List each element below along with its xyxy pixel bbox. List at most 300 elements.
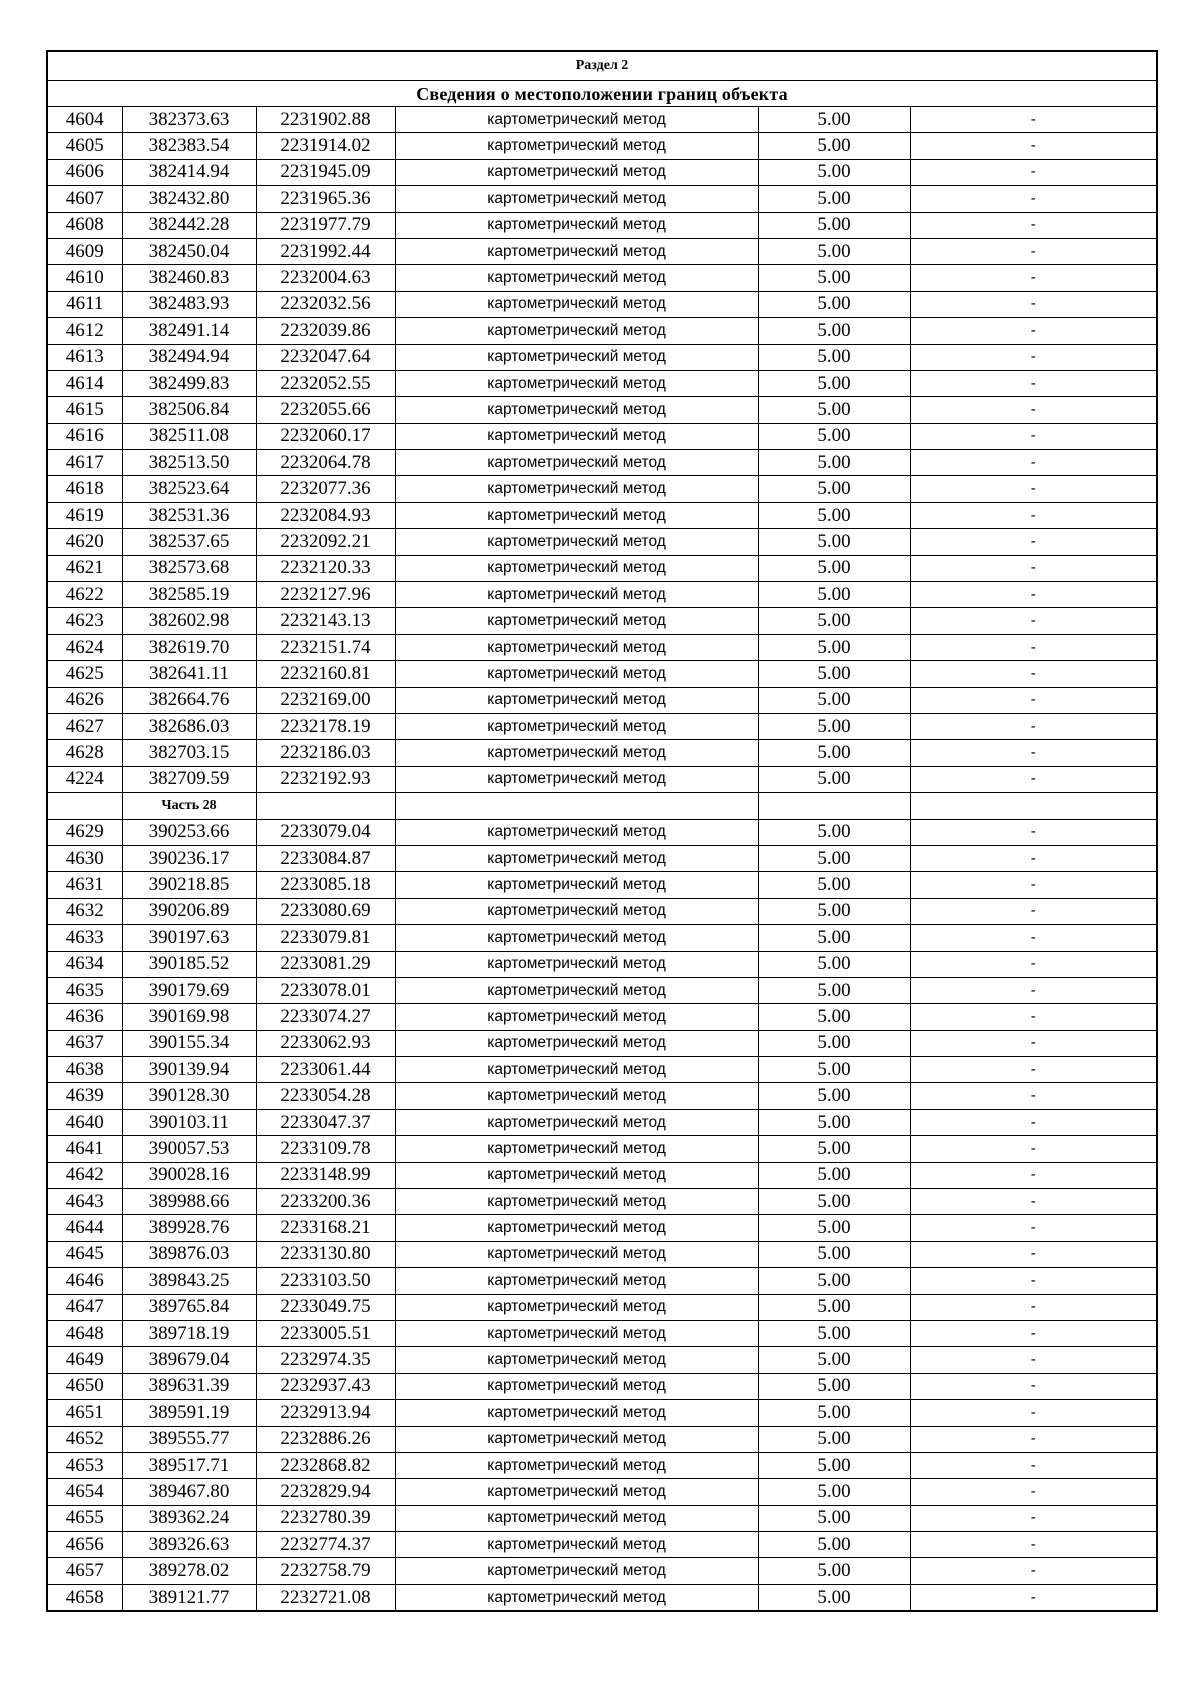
method-cell: картометрический метод [395,370,758,396]
part-header-row [47,793,1157,819]
table-row [47,502,1157,528]
table-row [47,1347,1157,1373]
y-coordinate-cell: 2232186.03 [256,740,395,766]
table-row [47,1215,1157,1241]
note-cell: - [910,1268,1157,1294]
note-cell: - [910,582,1157,608]
point-number-cell: 4642 [47,1162,122,1188]
note-cell: - [910,1215,1157,1241]
x-coordinate-cell: 390103.11 [122,1109,256,1135]
method-cell: картометрический метод [395,1532,758,1558]
accuracy-cell: 5.00 [758,951,910,977]
x-coordinate-cell: 390028.16 [122,1162,256,1188]
accuracy-cell: 5.00 [758,159,910,185]
accuracy-cell: 5.00 [758,1109,910,1135]
method-cell: картометрический метод [395,1189,758,1215]
note-cell: - [910,1347,1157,1373]
accuracy-cell: 5.00 [758,370,910,396]
table-row [47,450,1157,476]
table-row [47,740,1157,766]
accuracy-cell: 5.00 [758,397,910,423]
point-number-cell: 4635 [47,977,122,1003]
part-empty-cell [910,793,1157,819]
method-cell: картометрический метод [395,608,758,634]
y-coordinate-cell: 2232721.08 [256,1584,395,1611]
x-coordinate-cell: 389121.77 [122,1584,256,1611]
accuracy-cell: 5.00 [758,291,910,317]
table-row [47,555,1157,581]
table-row [47,344,1157,370]
note-cell: - [910,502,1157,528]
point-number-cell: 4610 [47,265,122,291]
point-number-cell: 4658 [47,1584,122,1611]
y-coordinate-cell: 2232004.63 [256,265,395,291]
table-row [47,159,1157,185]
accuracy-cell: 5.00 [758,1241,910,1267]
table-row [47,977,1157,1003]
accuracy-cell: 5.00 [758,1189,910,1215]
accuracy-cell: 5.00 [758,1215,910,1241]
note-cell: - [910,1030,1157,1056]
method-cell: картометрический метод [395,582,758,608]
point-number-cell: 4638 [47,1057,122,1083]
table-title: Сведения о местоположении границ объекта [47,81,1157,107]
note-cell: - [910,1136,1157,1162]
note-cell: - [910,1479,1157,1505]
note-cell: - [910,1004,1157,1030]
x-coordinate-cell: 390057.53 [122,1136,256,1162]
y-coordinate-cell: 2233079.04 [256,819,395,845]
table-row [47,238,1157,264]
x-coordinate-cell: 389765.84 [122,1294,256,1320]
table-row [47,661,1157,687]
point-number-cell: 4606 [47,159,122,185]
section-header-row [47,51,1157,81]
point-number-cell: 4631 [47,872,122,898]
y-coordinate-cell: 2232178.19 [256,713,395,739]
method-cell: картометрический метод [395,1320,758,1346]
accuracy-cell: 5.00 [758,450,910,476]
note-cell: - [910,898,1157,924]
x-coordinate-cell: 382619.70 [122,634,256,660]
note-cell: - [910,529,1157,555]
accuracy-cell: 5.00 [758,687,910,713]
accuracy-cell: 5.00 [758,1294,910,1320]
y-coordinate-cell: 2233054.28 [256,1083,395,1109]
accuracy-cell: 5.00 [758,1030,910,1056]
point-number-cell: 4608 [47,212,122,238]
table-row [47,1268,1157,1294]
x-coordinate-cell: 390197.63 [122,925,256,951]
note-cell: - [910,925,1157,951]
x-coordinate-cell: 389718.19 [122,1320,256,1346]
part-empty-cell [256,793,395,819]
y-coordinate-cell: 2232092.21 [256,529,395,555]
method-cell: картометрический метод [395,951,758,977]
method-cell: картометрический метод [395,925,758,951]
accuracy-cell: 5.00 [758,925,910,951]
x-coordinate-cell: 389631.39 [122,1373,256,1399]
accuracy-cell: 5.00 [758,318,910,344]
accuracy-cell: 5.00 [758,1479,910,1505]
accuracy-cell: 5.00 [758,1426,910,1452]
accuracy-cell: 5.00 [758,1373,910,1399]
accuracy-cell: 5.00 [758,1057,910,1083]
x-coordinate-cell: 382460.83 [122,265,256,291]
method-cell: картометрический метод [395,898,758,924]
x-coordinate-cell: 382641.11 [122,661,256,687]
accuracy-cell: 5.00 [758,476,910,502]
table-row [47,634,1157,660]
y-coordinate-cell: 2232774.37 [256,1532,395,1558]
x-coordinate-cell: 382499.83 [122,370,256,396]
note-cell: - [910,819,1157,845]
point-number-cell: 4626 [47,687,122,713]
method-cell: картометрический метод [395,1558,758,1584]
point-number-cell: 4611 [47,291,122,317]
point-number-cell: 4627 [47,713,122,739]
x-coordinate-cell: 390218.85 [122,872,256,898]
y-coordinate-cell: 2232084.93 [256,502,395,528]
point-number-cell: 4613 [47,344,122,370]
x-coordinate-cell: 382585.19 [122,582,256,608]
x-coordinate-cell: 389517.71 [122,1452,256,1478]
x-coordinate-cell: 382373.63 [122,107,256,133]
y-coordinate-cell: 2233078.01 [256,977,395,1003]
note-cell: - [910,344,1157,370]
x-coordinate-cell: 389679.04 [122,1347,256,1373]
x-coordinate-cell: 389326.63 [122,1532,256,1558]
point-number-cell: 4637 [47,1030,122,1056]
x-coordinate-cell: 390179.69 [122,977,256,1003]
accuracy-cell: 5.00 [758,133,910,159]
y-coordinate-cell: 2232886.26 [256,1426,395,1452]
method-cell: картометрический метод [395,1030,758,1056]
point-number-cell: 4652 [47,1426,122,1452]
point-number-cell: 4639 [47,1083,122,1109]
note-cell: - [910,1189,1157,1215]
accuracy-cell: 5.00 [758,845,910,871]
note-cell: - [910,1505,1157,1531]
table-row [47,713,1157,739]
point-number-cell: 4616 [47,423,122,449]
section-title: Раздел 2 [47,51,1157,81]
note-cell: - [910,687,1157,713]
y-coordinate-cell: 2231965.36 [256,186,395,212]
y-coordinate-cell: 2232192.93 [256,766,395,792]
point-number-cell: 4614 [47,370,122,396]
y-coordinate-cell: 2232169.00 [256,687,395,713]
y-coordinate-cell: 2233061.44 [256,1057,395,1083]
accuracy-cell: 5.00 [758,107,910,133]
point-number-cell: 4645 [47,1241,122,1267]
y-coordinate-cell: 2233047.37 [256,1109,395,1135]
note-cell: - [910,1584,1157,1611]
method-cell: картометрический метод [395,397,758,423]
point-number-cell: 4625 [47,661,122,687]
note-cell: - [910,1532,1157,1558]
table-row [47,608,1157,634]
point-number-cell: 4623 [47,608,122,634]
y-coordinate-cell: 2233168.21 [256,1215,395,1241]
table-row [47,1294,1157,1320]
table-row [47,397,1157,423]
accuracy-cell: 5.00 [758,1505,910,1531]
y-coordinate-cell: 2232829.94 [256,1479,395,1505]
method-cell: картометрический метод [395,1347,758,1373]
y-coordinate-cell: 2231977.79 [256,212,395,238]
y-coordinate-cell: 2232913.94 [256,1400,395,1426]
table-row [47,291,1157,317]
x-coordinate-cell: 390206.89 [122,898,256,924]
method-cell: картометрический метод [395,1400,758,1426]
note-cell: - [910,265,1157,291]
point-number-cell: 4607 [47,186,122,212]
note-cell: - [910,1109,1157,1135]
accuracy-cell: 5.00 [758,582,910,608]
note-cell: - [910,1241,1157,1267]
y-coordinate-cell: 2232758.79 [256,1558,395,1584]
accuracy-cell: 5.00 [758,713,910,739]
point-number-cell: 4641 [47,1136,122,1162]
method-cell: картометрический метод [395,1109,758,1135]
note-cell: - [910,238,1157,264]
method-cell: картометрический метод [395,265,758,291]
x-coordinate-cell: 389467.80 [122,1479,256,1505]
x-coordinate-cell: 382491.14 [122,318,256,344]
table-row [47,1162,1157,1188]
accuracy-cell: 5.00 [758,1162,910,1188]
x-coordinate-cell: 382383.54 [122,133,256,159]
method-cell: картометрический метод [395,687,758,713]
accuracy-cell: 5.00 [758,344,910,370]
table-row [47,1584,1157,1611]
table-row [47,1057,1157,1083]
y-coordinate-cell: 2233103.50 [256,1268,395,1294]
y-coordinate-cell: 2233081.29 [256,951,395,977]
table-row [47,872,1157,898]
x-coordinate-cell: 382432.80 [122,186,256,212]
x-coordinate-cell: 382511.08 [122,423,256,449]
accuracy-cell: 5.00 [758,265,910,291]
accuracy-cell: 5.00 [758,608,910,634]
accuracy-cell: 5.00 [758,740,910,766]
x-coordinate-cell: 382537.65 [122,529,256,555]
table-row [47,1320,1157,1346]
point-number-cell: 4604 [47,107,122,133]
note-cell: - [910,212,1157,238]
note-cell: - [910,370,1157,396]
point-number-cell: 4619 [47,502,122,528]
method-cell: картометрический метод [395,872,758,898]
x-coordinate-cell: 382703.15 [122,740,256,766]
accuracy-cell: 5.00 [758,1400,910,1426]
x-coordinate-cell: 382573.68 [122,555,256,581]
table-row [47,925,1157,951]
method-cell: картометрический метод [395,529,758,555]
x-coordinate-cell: 382506.84 [122,397,256,423]
y-coordinate-cell: 2232127.96 [256,582,395,608]
note-cell: - [910,1400,1157,1426]
note-cell: - [910,1083,1157,1109]
accuracy-cell: 5.00 [758,1136,910,1162]
method-cell: картометрический метод [395,1426,758,1452]
y-coordinate-cell: 2233148.99 [256,1162,395,1188]
point-number-cell: 4612 [47,318,122,344]
point-number-cell: 4634 [47,951,122,977]
method-cell: картометрический метод [395,502,758,528]
x-coordinate-cell: 382664.76 [122,687,256,713]
table-row [47,1505,1157,1531]
table-row [47,1136,1157,1162]
table-row [47,1189,1157,1215]
table-row [47,370,1157,396]
point-number-cell: 4657 [47,1558,122,1584]
note-cell: - [910,186,1157,212]
table-row [47,133,1157,159]
accuracy-cell: 5.00 [758,898,910,924]
note-cell: - [910,1162,1157,1188]
y-coordinate-cell: 2232052.55 [256,370,395,396]
method-cell: картометрический метод [395,766,758,792]
accuracy-cell: 5.00 [758,872,910,898]
method-cell: картометрический метод [395,845,758,871]
table-row [47,1400,1157,1426]
y-coordinate-cell: 2232039.86 [256,318,395,344]
table-row [47,898,1157,924]
note-cell: - [910,661,1157,687]
note-cell: - [910,845,1157,871]
point-number-cell: 4609 [47,238,122,264]
point-number-cell: 4224 [47,766,122,792]
y-coordinate-cell: 2233079.81 [256,925,395,951]
accuracy-cell: 5.00 [758,1004,910,1030]
note-cell: - [910,977,1157,1003]
x-coordinate-cell: 382531.36 [122,502,256,528]
note-cell: - [910,1373,1157,1399]
method-cell: картометрический метод [395,186,758,212]
point-number-cell: 4648 [47,1320,122,1346]
x-coordinate-cell: 382414.94 [122,159,256,185]
point-number-cell: 4636 [47,1004,122,1030]
x-coordinate-cell: 390236.17 [122,845,256,871]
table-row [47,1452,1157,1478]
point-number-cell: 4654 [47,1479,122,1505]
y-coordinate-cell: 2231992.44 [256,238,395,264]
table-row [47,1030,1157,1056]
table-row [47,212,1157,238]
x-coordinate-cell: 389843.25 [122,1268,256,1294]
method-cell: картометрический метод [395,291,758,317]
note-cell: - [910,1320,1157,1346]
note-cell: - [910,740,1157,766]
point-number-cell: 4632 [47,898,122,924]
accuracy-cell: 5.00 [758,238,910,264]
table-row [47,1426,1157,1452]
y-coordinate-cell: 2233085.18 [256,872,395,898]
point-number-cell: 4617 [47,450,122,476]
accuracy-cell: 5.00 [758,212,910,238]
accuracy-cell: 5.00 [758,1558,910,1584]
y-coordinate-cell: 2232151.74 [256,634,395,660]
table-row [47,1479,1157,1505]
method-cell: картометрический метод [395,555,758,581]
table-row [47,951,1157,977]
x-coordinate-cell: 382523.64 [122,476,256,502]
note-cell: - [910,476,1157,502]
method-cell: картометрический метод [395,661,758,687]
x-coordinate-cell: 382494.94 [122,344,256,370]
x-coordinate-cell: 382686.03 [122,713,256,739]
table-row [47,265,1157,291]
method-cell: картометрический метод [395,1452,758,1478]
note-cell: - [910,634,1157,660]
point-number-cell: 4615 [47,397,122,423]
accuracy-cell: 5.00 [758,529,910,555]
y-coordinate-cell: 2233109.78 [256,1136,395,1162]
table-row [47,1083,1157,1109]
y-coordinate-cell: 2233074.27 [256,1004,395,1030]
x-coordinate-cell: 390253.66 [122,819,256,845]
accuracy-cell: 5.00 [758,423,910,449]
point-number-cell: 4624 [47,634,122,660]
table-row [47,1532,1157,1558]
point-number-cell: 4622 [47,582,122,608]
y-coordinate-cell: 2232974.35 [256,1347,395,1373]
point-number-cell: 4630 [47,845,122,871]
x-coordinate-cell: 389928.76 [122,1215,256,1241]
y-coordinate-cell: 2232077.36 [256,476,395,502]
table-row [47,423,1157,449]
y-coordinate-cell: 2232047.64 [256,344,395,370]
accuracy-cell: 5.00 [758,555,910,581]
note-cell: - [910,951,1157,977]
method-cell: картометрический метод [395,713,758,739]
point-number-cell: 4640 [47,1109,122,1135]
note-cell: - [910,766,1157,792]
x-coordinate-cell: 389876.03 [122,1241,256,1267]
note-cell: - [910,318,1157,344]
x-coordinate-cell: 390155.34 [122,1030,256,1056]
point-number-cell: 4621 [47,555,122,581]
note-cell: - [910,107,1157,133]
point-number-cell: 4605 [47,133,122,159]
y-coordinate-cell: 2232143.13 [256,608,395,634]
x-coordinate-cell: 389555.77 [122,1426,256,1452]
accuracy-cell: 5.00 [758,502,910,528]
x-coordinate-cell: 382709.59 [122,766,256,792]
method-cell: картометрический метод [395,1162,758,1188]
table-row [47,476,1157,502]
table-row [47,1004,1157,1030]
note-cell: - [910,397,1157,423]
y-coordinate-cell: 2232055.66 [256,397,395,423]
method-cell: картометрический метод [395,1057,758,1083]
table-row [47,318,1157,344]
table-row [47,1558,1157,1584]
y-coordinate-cell: 2233005.51 [256,1320,395,1346]
y-coordinate-cell: 2232780.39 [256,1505,395,1531]
y-coordinate-cell: 2233084.87 [256,845,395,871]
y-coordinate-cell: 2232868.82 [256,1452,395,1478]
method-cell: картометрический метод [395,977,758,1003]
method-cell: картометрический метод [395,212,758,238]
point-number-cell: 4628 [47,740,122,766]
point-number-cell: 4618 [47,476,122,502]
point-number-cell: 4629 [47,819,122,845]
method-cell: картометрический метод [395,819,758,845]
table-row [47,107,1157,133]
